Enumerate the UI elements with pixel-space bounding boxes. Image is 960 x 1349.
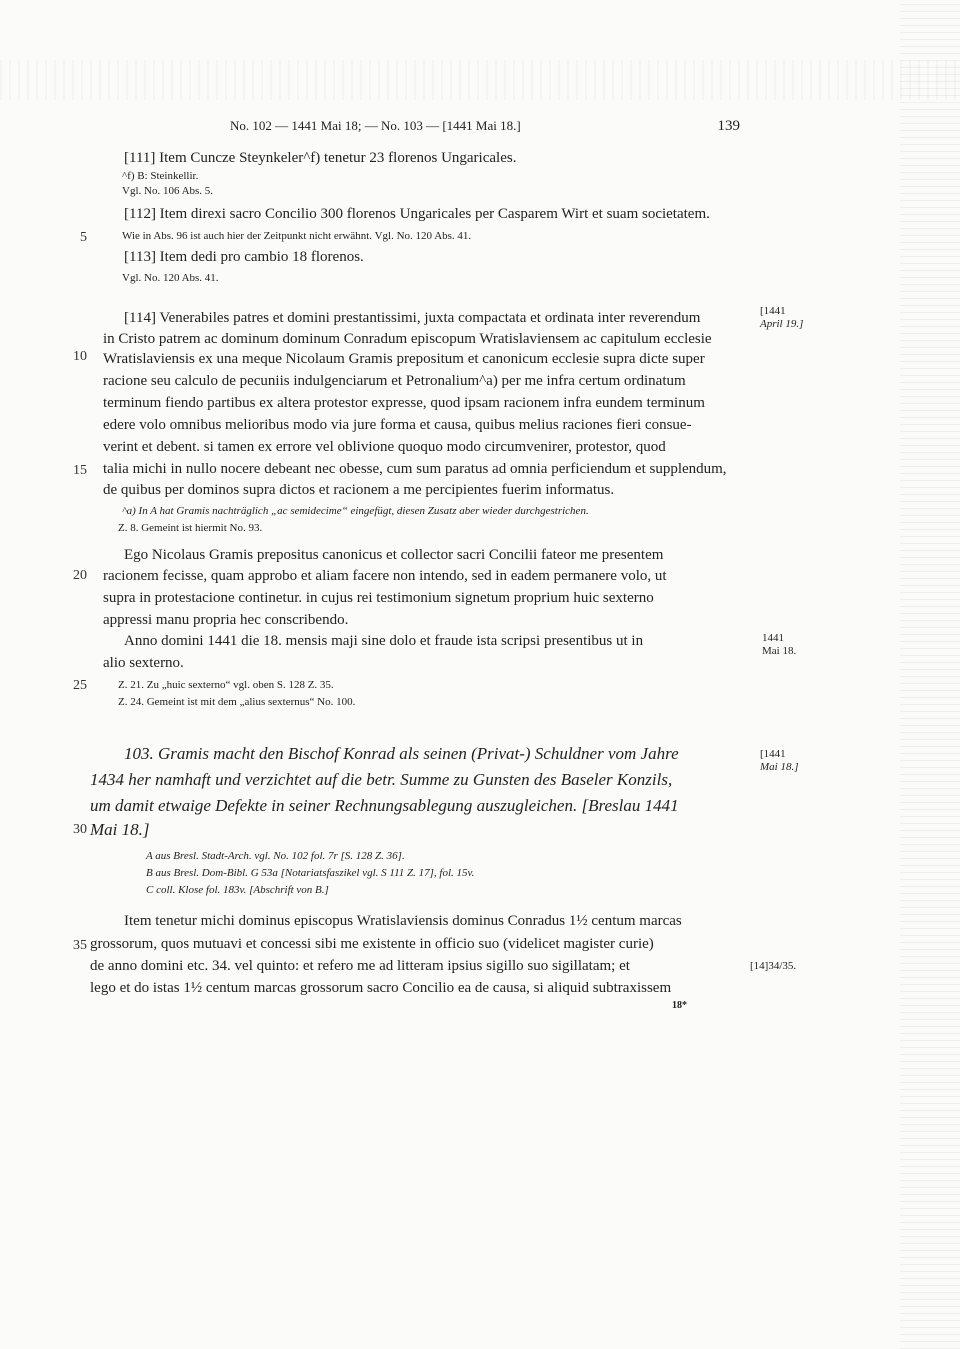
source-a: A aus Bresl. Stadt-Arch. vgl. No. 102 fol. 7r [S. 128 Z. 36]. (146, 850, 405, 862)
entry-114-line: Wratislaviensis ex una meque Nicolaum Gramis prepositum et canonicum ecclesie supra dicte super (103, 351, 705, 367)
margin-date (762, 632, 796, 658)
source-c: C coll. Klose fol. 183v. [Abschrift von B.] (146, 884, 329, 896)
running-title: No. 102 — 1441 Mai 18; — No. 103 — [1441 Mai 18.] (230, 118, 521, 133)
entry-114-line: edere volo omnibus melioribus modo via jure forma et causa, quibus melius raciones fieri consue- (103, 417, 692, 433)
text-103-line: Item tenetur michi dominus episcopus Wratislaviensis dominus Conradus 1½ centum marcas (124, 913, 682, 929)
anno-line: alio sexterno. (103, 655, 184, 671)
entry-112: [112] Item direxi sacro Concilio 300 florenos Ungaricales per Casparem Wirt et suam societatem. (124, 206, 710, 222)
margin-date (760, 305, 803, 331)
margin-date-day: Mai 18.] (760, 761, 799, 773)
line-number: 35 (73, 938, 87, 953)
line-number: 15 (73, 463, 87, 478)
note-z21: Z. 21. Zu „huic sexterno“ vgl. oben S. 128 Z. 35. (118, 679, 334, 691)
anno-line: Anno domini 1441 die 18. mensis maji sine dolo et fraude ista scripsi presentibus ut in (124, 633, 644, 649)
entry-113: [113] Item dedi pro cambio 18 florenos. (124, 249, 364, 265)
source-b: B aus Bresl. Dom-Bibl. G 53a [Notariatsfaszikel vgl. S 111 Z. 17], fol. 15v. (146, 867, 475, 879)
regest-103-line: um damit etwaige Defekte in seiner Rechnungsablegung auszugleichen. [Breslau 1441 (90, 796, 679, 815)
note-z8: Z. 8. Gemeint ist hiermit No. 93. (118, 522, 263, 534)
margin-date (760, 748, 799, 774)
text-103-line: lego et do istas 1½ centum marcas grossorum sacro Concilio ea de causa, si aliquid subtraxissem (90, 980, 672, 996)
margin-date-year: [1441 (760, 305, 786, 317)
entry-114-line: terminum fiendo partibus ex altera protestor expresse, quod ipsam racionem infra eundem terminum (103, 395, 705, 411)
regest-103-line: Mai 18.] (90, 820, 150, 839)
ego-line: supra in protestacione continetur. in cujus rei testimonium signetum proprium huic sexterno (103, 590, 654, 606)
entry-111: [111] Item Cuncze Steynkeler^f) tenetur 23 florenos Ungaricales. (124, 150, 517, 166)
margin-date-day: Mai 18. (762, 645, 797, 657)
scan-edge-noise (900, 0, 960, 1349)
scan-noise-band (0, 60, 960, 100)
margin-date-year: [1441 (760, 748, 786, 760)
line-number: 30 (73, 822, 87, 837)
note-z24: Z. 24. Gemeint ist mit dem „alius sexternus“ No. 100. (118, 696, 356, 708)
footnote-f: ^f) B: Steinkellir. (122, 170, 199, 182)
note-112: Wie in Abs. 96 ist auch hier der Zeitpunkt nicht erwähnt. Vgl. No. 120 Abs. 41. (122, 230, 472, 242)
entry-114-line: de quibus per dominos supra dictos et racionem a me percipientes fuerim informatus. (103, 482, 615, 498)
page-number: 139 (717, 118, 740, 134)
margin-date: [14]34/35. (750, 960, 797, 972)
ego-line: appressi manu propria hec conscribendo. (103, 612, 349, 628)
text-103-line: grossorum, quos mutuavi et concessi sibi me existente in officio suo (videlicet magister curie) (90, 936, 654, 952)
line-number: 20 (73, 568, 87, 583)
entry-114-line: in Cristo patrem ac dominum dominum Conradum episcopum Wratislaviensem ac capitulum ecclesie (103, 331, 712, 347)
text-103-line: de anno domini etc. 34. vel quinto: et refero me ad litteram ipsius sigillo suo sigillatam; et (90, 958, 630, 974)
entry-114-line: [114] Venerabiles patres et domini prestantissimi, juxta compactata et ordinata inter reverendum (124, 310, 701, 326)
note-111: Vgl. No. 106 Abs. 5. (122, 185, 214, 197)
margin-date-day: April 19.] (760, 318, 804, 330)
regest-103-line: 1434 her namhaft und verzichtet auf die betr. Summe zu Gunsten des Baseler Konzils, (90, 770, 673, 789)
ego-line: racionem fecisse, quam approbo et aliam facere non intendo, sed in eadem permanere volo, ut (103, 568, 667, 584)
entry-114-line: talia michi in nullo nocere debeant nec obesse, cum sum paratus ad omnia perficiendum et supplendum, (103, 461, 727, 477)
line-number: 5 (80, 230, 87, 245)
line-number: 10 (73, 349, 87, 364)
entry-114-line: racione seu calculo de pecuniis indulgenciarum et Petronalium^a) per me infra certum ordinatum (103, 373, 686, 389)
ego-line: Ego Nicolaus Gramis prepositus canonicus et collector sacri Concilii fateor me presentem (124, 547, 664, 563)
line-number: 25 (73, 678, 87, 693)
note-113: Vgl. No. 120 Abs. 41. (122, 272, 219, 284)
entry-114-line: verint et debent. si tamen ex errore vel oblivione quoquo modo circumvenirer, protestor, quod (103, 439, 666, 455)
margin-date-year: 1441 (762, 632, 784, 644)
running-header (230, 118, 740, 134)
regest-103-line: 103. Gramis macht den Bischof Konrad als seinen (Privat-) Schuldner vom Jahre (124, 744, 679, 763)
footnote-a: ^a) In A hat Gramis nachträglich „ac semidecime“ eingefügt, diesen Zusatz aber wieder durchgestrichen. (122, 505, 589, 517)
signature-mark: 18* (672, 1000, 687, 1011)
